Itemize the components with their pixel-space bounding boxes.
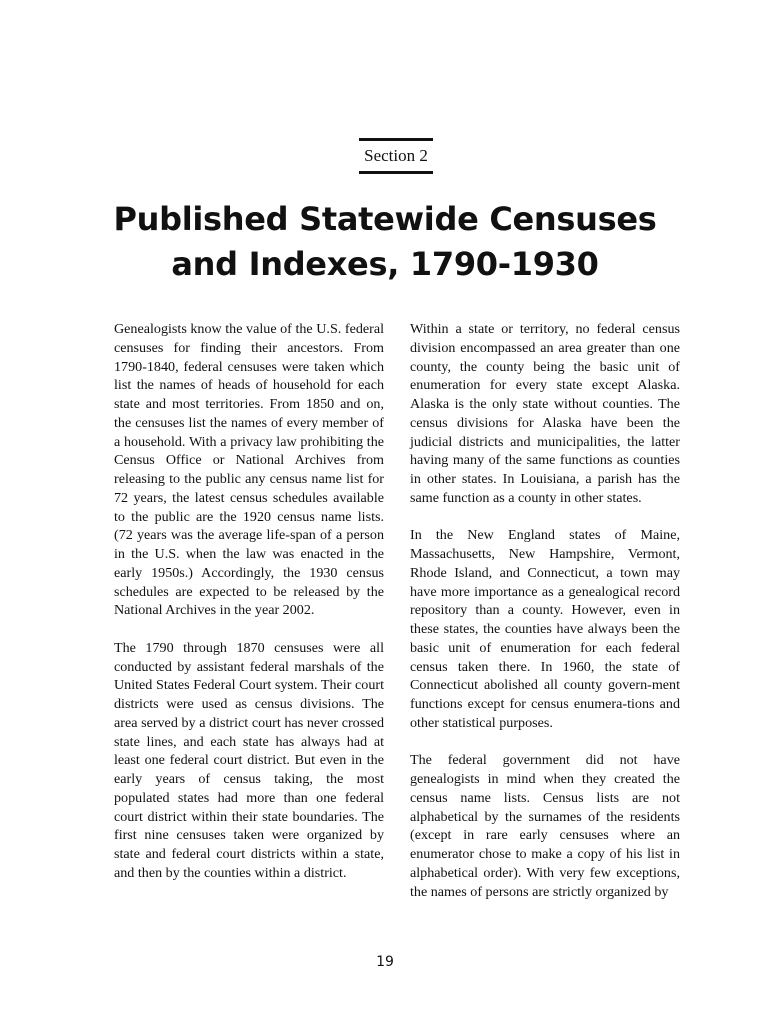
- paragraph: Genealogists know the value of the U.S. federal censuses for finding their ancestors. From 1790-1840, federal censuses were taken which list the names of heads of household for each state and most territories. From 1850 and on, the censuses list the names of every member of a household. With a privacy law prohibiting the Census Office or National Archives from releasing to the public any census name list for 72 years, the latest census schedules available to the public are the 1920 census name lists. (72 years was the average life-span of a person in the U.S. when the law was enacted in the early 1950s.) Accordingly, the 1930 census schedules are expected to be released by the National Archives in the year 2002.: [114, 321, 384, 619]
- paragraph: In the New England states of Maine, Massachusetts, New Hampshire, Vermont, Rhode Island, and Connecticut, a town may have more importance as a genealogical record repository than a county. However, even in these states, the counties have always been the basic unit of enumeration for each federal census taken there. In 1960, the state of Connecticut abolished all county govern-ment functions except for census enumera-tions and other statistical purposes.: [410, 527, 680, 731]
- paragraph: Within a state or territory, no federal census division encompassed an area greater than one county, the county being the basic unit of enumeration for every state except Alaska. Alaska is the only state without counties. The census divisions for Alaska have been the judicial districts and municipalities, the latter having many of the same functions as counties in other states. In Louisiana, a parish has the same function as a county in other states.: [410, 321, 680, 506]
- left-column: [114, 320, 384, 901]
- page-number: 19: [376, 954, 394, 970]
- title-line-1: Published Statewide Censuses: [113, 200, 657, 238]
- page-title: [0, 197, 770, 287]
- title-line-2: and Indexes, 1790-1930: [171, 245, 599, 283]
- right-column: [410, 320, 680, 920]
- paragraph: The 1790 through 1870 censuses were all conducted by assistant federal marshals of the United States Federal Court system. Their court districts were used as census divisions. The area served by a district court has never crossed state lines, and each state has always had at least one federal court district. But even in the early years of census taking, the most populated states had more than one federal court district within their state boundaries. The first nine censuses taken were organized by state and federal court districts within a state, and then by the counties within a district.: [114, 639, 384, 881]
- paragraph: The federal government did not have genealogists in mind when they created the census name lists. Census lists are not alphabetical by the surnames of the residents (except in rare early censuses where an enumerator chose to make a copy of his list in alphabetical order). With very few exceptions, the names of persons are strictly organized by: [410, 752, 680, 900]
- section-label: Section 2: [359, 138, 433, 174]
